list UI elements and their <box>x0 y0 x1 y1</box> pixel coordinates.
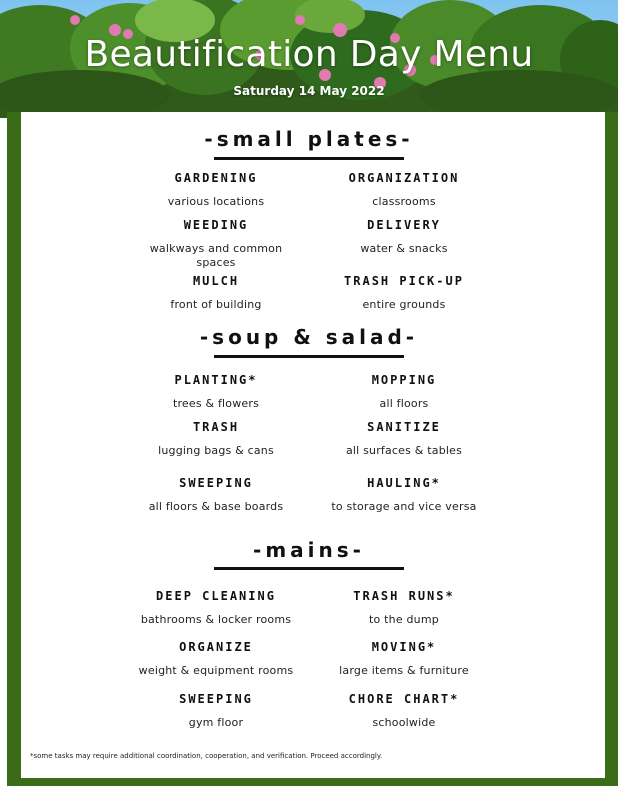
menu-item-desc: trees & flowers <box>172 397 260 410</box>
menu-item-desc: all floors <box>379 397 429 410</box>
menu-item-name: SWEEPING <box>179 692 253 706</box>
menu-item-name: MOVING* <box>371 640 437 654</box>
menu-item-trash-runs <box>304 589 504 627</box>
menu-item-name: WEEDING <box>183 218 249 232</box>
menu-item-name: ORGANIZATION <box>348 171 460 185</box>
page-title: Beautification Day Menu <box>84 34 534 75</box>
menu-item-name: DEEP CLEANING <box>156 589 276 603</box>
menu-item-desc: entire grounds <box>362 298 446 311</box>
menu-item-name: HAULING* <box>367 476 441 490</box>
menu-item-weeding <box>116 218 316 270</box>
menu-item-organize <box>116 640 316 678</box>
menu-item-desc: walkways and common spaces <box>149 242 283 269</box>
menu-item-desc: water & snacks <box>360 242 448 255</box>
menu-item-name: TRASH RUNS* <box>353 589 455 603</box>
menu-item-desc: to storage and vice versa <box>331 500 477 513</box>
section-divider <box>214 567 404 570</box>
menu-item-gardening <box>116 171 316 209</box>
event-date: Saturday 14 May 2022 <box>233 84 385 98</box>
menu-item-planting <box>116 373 316 411</box>
header-banner <box>0 0 618 118</box>
section-title-small-plates: -small plates- <box>204 127 414 151</box>
menu-item-deep-cleaning <box>116 589 316 627</box>
menu-item-name: MULCH <box>192 274 240 288</box>
menu-item-sweeping-gym <box>116 692 316 730</box>
menu-item-name: ORGANIZE <box>179 640 253 654</box>
menu-item-desc: various locations <box>167 195 265 208</box>
menu-item-name: SANITIZE <box>367 420 441 434</box>
menu-item-moving <box>304 640 504 678</box>
menu-item-desc: front of building <box>170 298 262 311</box>
menu-item-desc: bathrooms & locker rooms <box>140 613 292 626</box>
menu-item-name: SWEEPING <box>179 476 253 490</box>
menu-item-delivery <box>304 218 504 256</box>
section-divider <box>214 157 404 160</box>
menu-item-name: TRASH PICK-UP <box>344 274 464 288</box>
menu-item-hauling <box>304 476 504 514</box>
menu-item-sweeping <box>116 476 316 514</box>
menu-item-desc: schoolwide <box>372 716 436 729</box>
menu-item-desc: gym floor <box>188 716 244 729</box>
section-title-soup-salad: -soup & salad- <box>199 325 419 349</box>
menu-item-name: TRASH <box>192 420 240 434</box>
menu-item-desc: lugging bags & cans <box>158 444 274 457</box>
menu-item-desc: weight & equipment rooms <box>138 664 294 677</box>
menu-item-desc: all surfaces & tables <box>345 444 463 457</box>
menu-item-name: CHORE CHART* <box>348 692 460 706</box>
menu-item-mopping <box>304 373 504 411</box>
menu-item-mulch <box>116 274 316 312</box>
menu-item-sanitize <box>304 420 504 458</box>
menu-item-name: MOPPING <box>371 373 437 387</box>
section-divider <box>214 355 404 358</box>
menu-item-name: DELIVERY <box>367 218 441 232</box>
menu-item-name: GARDENING <box>174 171 258 185</box>
menu-item-organization <box>304 171 504 209</box>
menu-item-name: PLANTING* <box>174 373 258 387</box>
footnote: *some tasks may require additional coordination, cooperation, and verification. Proceed accordingly. <box>30 752 383 760</box>
menu-item-desc: large items & furniture <box>339 664 469 677</box>
menu-item-desc: to the dump <box>369 613 439 626</box>
menu-item-desc: classrooms <box>372 195 436 208</box>
section-title-mains: -mains- <box>253 538 365 562</box>
menu-item-trash <box>116 420 316 458</box>
menu-item-desc: all floors & base boards <box>148 500 284 513</box>
menu-item-trash-pick-up <box>304 274 504 312</box>
menu-item-chore-chart <box>304 692 504 730</box>
